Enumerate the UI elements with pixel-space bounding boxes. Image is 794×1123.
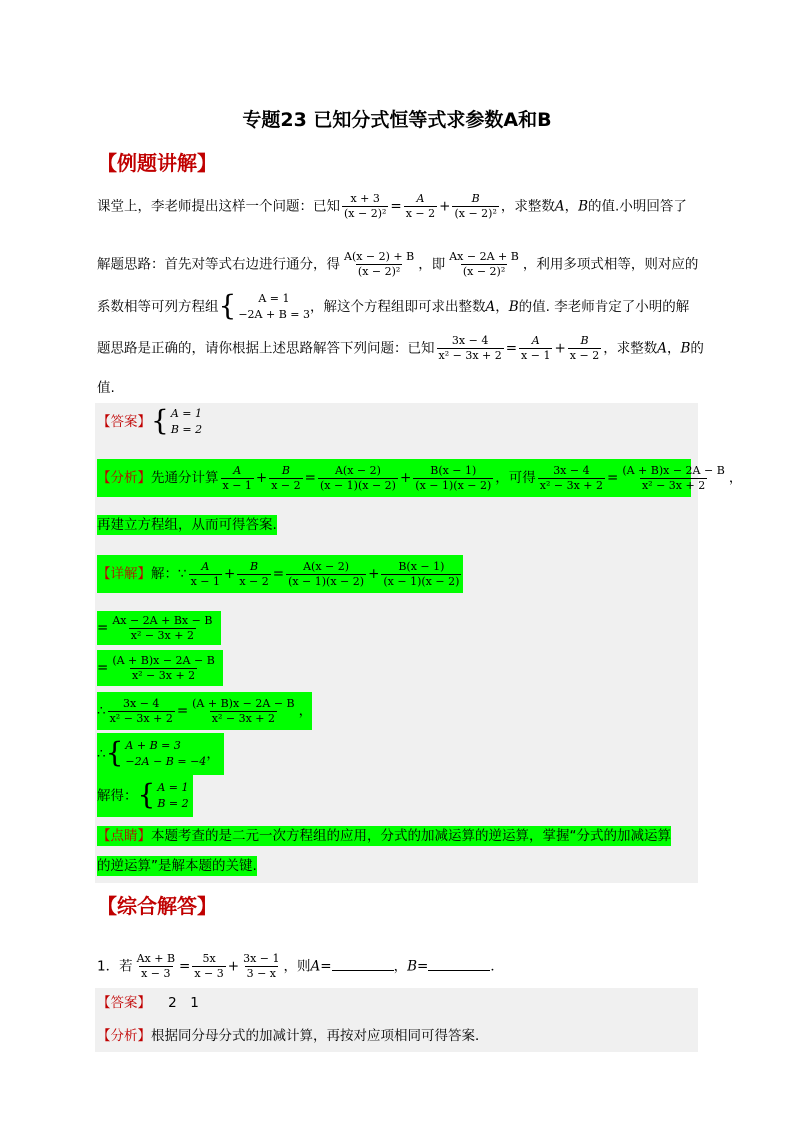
denominator: x² − 3x + 2 [211,711,275,725]
detail-result [97,775,193,817]
equals-sign: = [304,470,316,486]
text: ，即 [418,256,446,273]
numerator: B [580,334,589,347]
fraction [221,464,254,493]
detail-step-3 [97,692,312,730]
equation: A = 1 [258,292,290,305]
denominator: x − 1 [190,574,221,588]
numerator: B [249,559,259,573]
numerator: A(x − 2) + B [344,250,415,263]
fraction [568,334,601,363]
denominator: x − 3 [194,967,224,980]
fraction [452,192,498,221]
text: ， [495,299,509,315]
answer-label: 【答案】 [97,414,151,430]
problem-line-4 [97,334,704,363]
text: ，求整数 [500,198,555,215]
denominator: (x − 2)² [462,265,506,278]
text: ，求整数 [603,340,658,357]
detail-row [97,555,463,593]
var-a: A [485,299,496,315]
numerator: Ax − 2A + Bx − B [112,613,213,627]
equals-sign: = [320,958,332,975]
text: 解：∵ [151,566,187,582]
section-comprehensive-heading: 【综合解答】 [97,894,217,918]
equation-system [138,780,189,812]
denominator: (x − 1)(x − 2) [415,478,492,492]
numerator: A [233,463,242,477]
plus-sign: + [224,566,236,582]
numerator: A(x − 2) [303,559,350,573]
text: 本题考查的是二元一次方程组的应用，分式的加减运算的逆运算，掌握“分式的加减运算 [151,828,671,844]
fraction [413,464,493,493]
fraction [447,250,521,279]
q1-answer-row [97,993,199,1013]
question-1 [97,952,504,981]
plus-sign: + [554,340,566,357]
fraction [110,614,214,643]
denominator: x² − 3x + 2 [130,628,194,642]
numerator: B [471,192,480,205]
equation: −2A + B = 3 [238,308,310,321]
denominator: x² − 3x + 2 [539,478,604,492]
fraction [110,654,216,683]
denominator: x − 2 [271,478,301,492]
numerator: 3x − 4 [123,696,160,710]
equals-sign: = [97,660,109,676]
section-example-heading: 【例题讲解】 [97,151,217,175]
fraction [538,464,605,493]
text: 解题思路：首先对等式右边进行通分，得 [97,256,340,273]
fraction [241,952,281,981]
numerator: A [201,559,210,573]
text: 的值.小明回答了 [588,198,687,215]
plus-sign: + [439,198,451,215]
text: ， [564,198,579,215]
numerator: A(x − 2) [334,463,381,477]
denominator: x² − 3x + 2 [109,711,173,725]
denominator: (x − 1)(x − 2) [288,574,365,588]
analysis-label: 【分析】 [97,1028,151,1044]
fraction [286,560,366,589]
numerator: Ax + B [136,952,176,965]
problem-line-3 [97,291,689,323]
brace-icon: { [137,778,156,811]
equals-sign: = [607,470,619,486]
equals-sign: = [417,958,429,975]
denominator: x − 2 [405,207,436,220]
answer-label: 【答案】 [97,995,151,1011]
denominator: x² − 3x + 2 [131,668,196,682]
fraction [318,464,398,493]
numerator: B(x − 1) [398,559,445,573]
text: ， [206,746,220,762]
var-a: A [310,958,321,975]
text: ，可得 [495,470,536,486]
equation-system [219,291,311,323]
equals-sign: = [97,620,109,636]
equation: B = 2 [170,423,203,436]
denominator: (x − 2)² [454,207,497,220]
fraction [108,697,175,726]
text: 根据同分母分式的加减计算，再按对应项相同可得答案． [151,1028,489,1044]
numerator: B [281,463,290,477]
detail-system [97,733,224,775]
var-a: A [657,340,667,357]
var-b: B [578,198,589,215]
analysis-label: 【分析】 [97,470,151,486]
equation: A = 1 [157,781,189,794]
denominator: x − 3 [141,967,171,980]
equals-sign: = [272,566,285,582]
text: ， [728,470,743,486]
therefore-sign: ∴ [97,746,106,762]
problem-line-5: 值. [97,380,115,396]
text: ，利用多项式相等，则对应的 [522,256,699,273]
text: 系数相等可列方程组 [97,299,219,315]
denominator: 3 − x [246,967,277,980]
text: ， [298,703,313,719]
numerator: Ax − 2A + B [449,250,519,263]
fraction [342,192,388,221]
numerator: (A + B)x − 2A − B [112,653,215,667]
question-number: 1．若 [97,958,133,975]
fraction [237,560,270,589]
equation: B = 2 [157,797,189,810]
text: ， [666,340,681,357]
comment-line-2: 的逆运算”是解本题的关键. [97,858,257,874]
text: 先通分计算 [151,470,219,486]
page-title: 专题23 已知分式恒等式求参数A和B [242,109,552,131]
var-a: A [554,198,565,215]
detail-step-2 [97,650,223,686]
brace-icon: { [151,404,169,437]
var-b: B [680,340,691,357]
equals-sign: = [179,958,191,975]
denominator: x − 1 [521,349,551,362]
q1-analysis-row [97,1026,489,1046]
numerator: 3x − 4 [553,463,590,477]
text: ，解这个方程组即可求出整数 [310,299,486,315]
comment-line-1 [97,826,671,846]
fraction [269,464,302,493]
equation: A = 1 [170,407,202,420]
text: 的 [690,340,704,357]
plus-sign: + [399,470,412,486]
denominator: x − 2 [569,349,600,362]
text: ， [393,958,408,975]
denominator: (x − 1)(x − 2) [383,574,460,588]
text: ． [490,958,504,975]
fraction [381,560,461,589]
denominator: x² − 3x + 2 [641,478,706,492]
var-b: B [407,958,417,975]
numerator: x + 3 [350,192,380,205]
problem-line-1 [97,192,687,221]
fraction [192,952,225,981]
plus-sign: + [255,470,268,486]
problem-line-2 [97,250,698,279]
numerator: B(x − 1) [430,463,477,477]
answer-blank-a[interactable] [332,958,394,971]
equals-sign: = [505,340,518,357]
detail-step-1 [97,611,221,645]
fraction [620,464,726,493]
numerator: (A + B)x − 2A − B [192,696,295,710]
numerator: (A + B)x − 2A − B [622,463,725,477]
brace-icon: { [105,736,124,769]
plus-sign: + [227,958,240,975]
denominator: x − 2 [239,574,269,588]
detail-label: 【详解】 [97,566,151,582]
analysis-line-2: 再建立方程组，从而可得答案. [97,517,277,533]
equals-sign: = [176,703,189,719]
var-b: B [508,299,519,315]
numerator: 5x [202,952,216,965]
fraction [437,334,504,363]
equals-sign: = [390,198,402,215]
denominator: x − 1 [222,478,252,492]
text: 题思路是正确的，请你根据上述思路解答下列问题：已知 [97,340,435,357]
answer-value: 2 1 [168,995,199,1011]
text: 解得： [97,788,138,804]
denominator: (x − 2)² [357,265,401,278]
numerator: 3x − 1 [243,952,280,965]
numerator: 3x − 4 [451,334,489,347]
denominator: x² − 3x + 2 [438,349,502,362]
fraction [404,192,437,221]
equation-system [106,738,207,770]
comment-label: 【点睛】 [97,828,151,844]
brace-icon: { [218,289,237,322]
text: 课堂上，李老师提出这样一个问题：已知 [97,198,340,215]
plus-sign: + [368,566,380,582]
text: 的值. 李老师肯定了小明的解 [518,299,690,315]
equation: A + B = 3 [125,739,181,752]
fraction [189,560,222,589]
analysis-row [97,459,743,497]
numerator: A [416,192,425,205]
denominator: (x − 1)(x − 2) [319,478,396,492]
denominator: (x − 2)² [344,207,387,220]
fraction [135,952,177,981]
answer-row [97,406,202,438]
equation: −2A − B = −4 [125,755,207,768]
fraction [342,250,416,279]
equation-system [151,406,202,438]
answer-blank-b[interactable] [428,958,490,971]
fraction [519,334,552,363]
numerator: A [531,334,540,347]
fraction [190,697,296,726]
text: ，则 [283,958,311,975]
therefore-sign: ∴ [97,703,106,719]
